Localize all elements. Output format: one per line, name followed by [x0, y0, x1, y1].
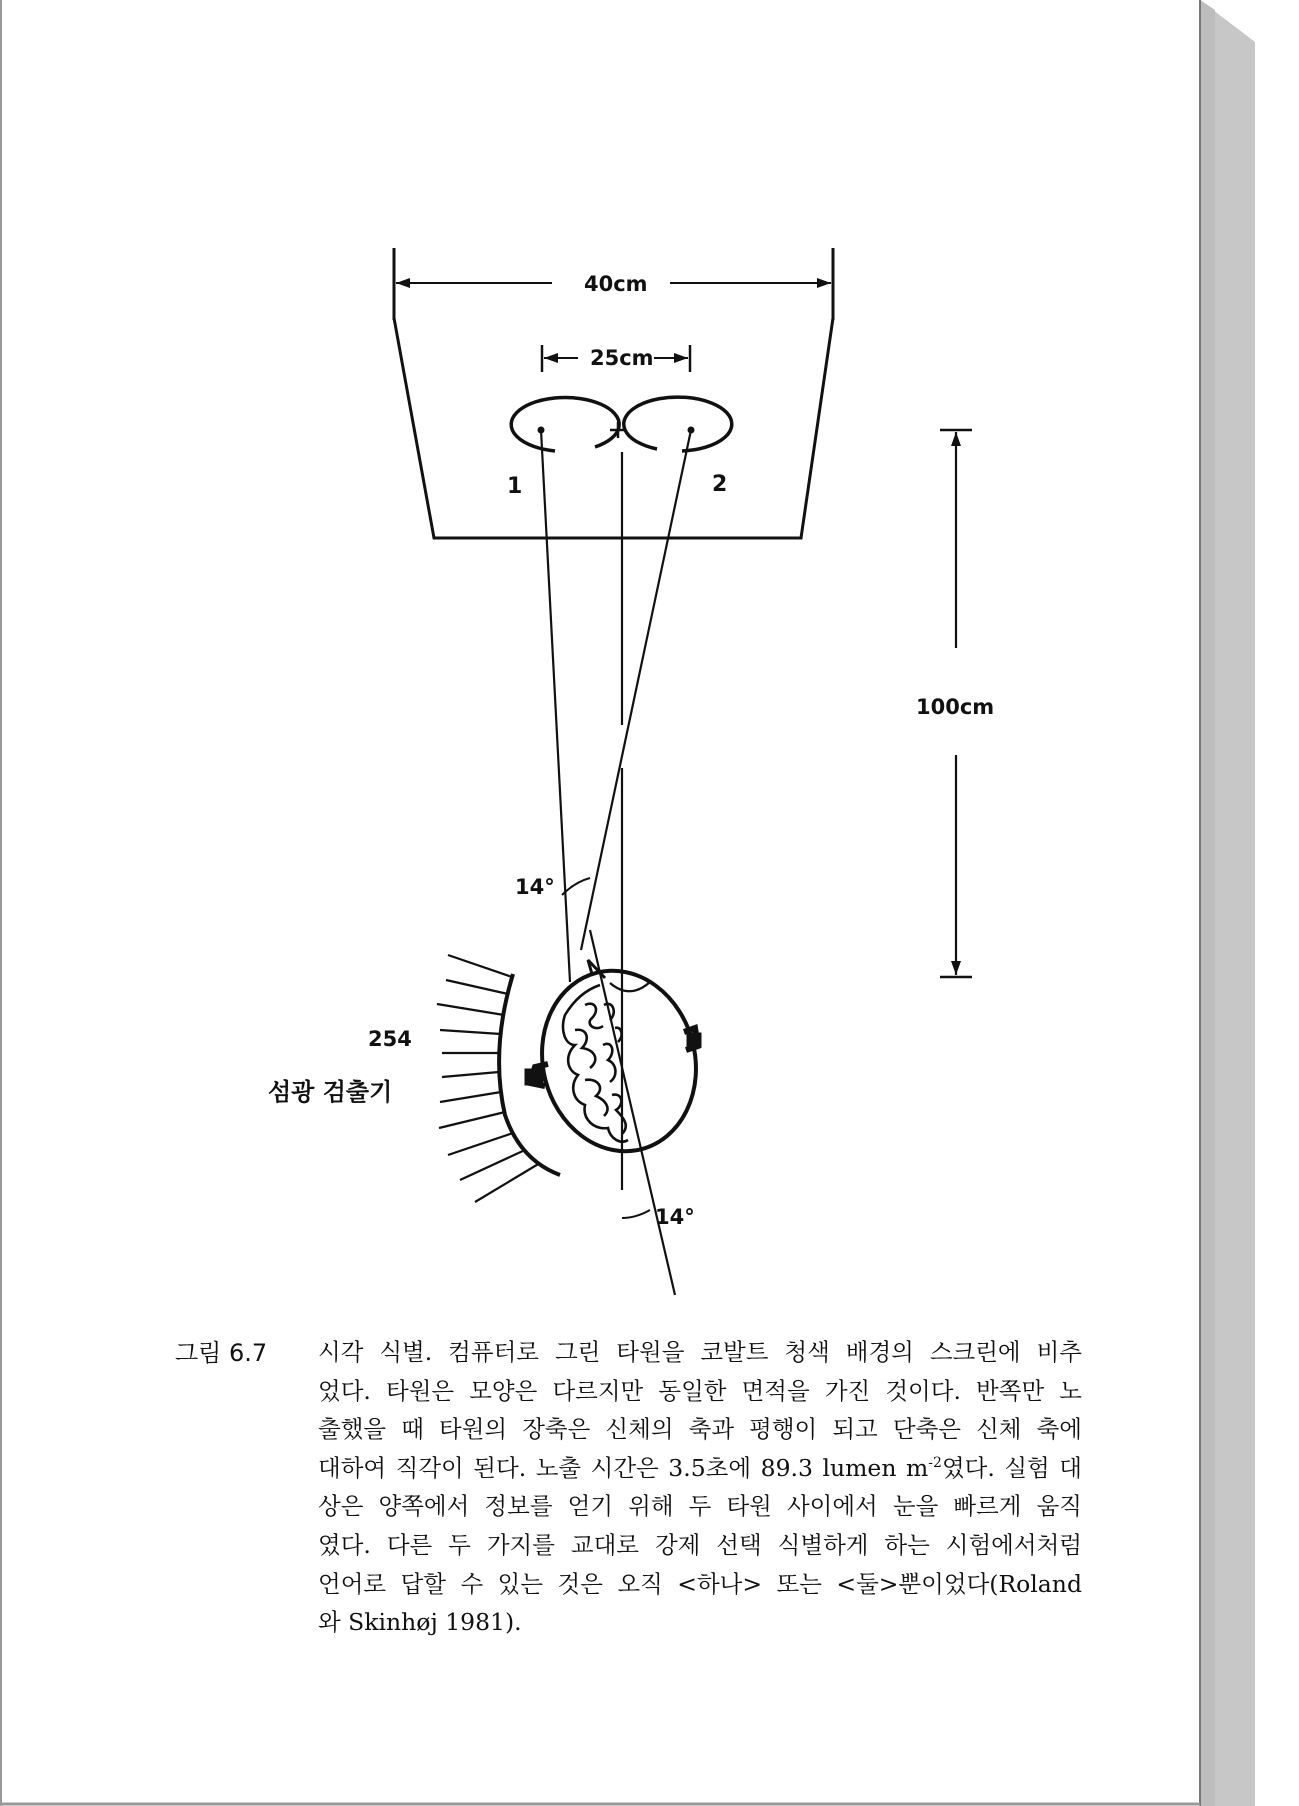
caption-superscript: -2 — [928, 1454, 942, 1471]
caption-text — [318, 1333, 1082, 1642]
head-outline — [523, 954, 715, 1167]
arrowhead — [674, 353, 688, 363]
caption-line: 언어로 답할 수 있는 것은 오직 <하나> 또는 <둘>뿐이었다(Roland — [318, 1569, 1082, 1598]
arrowhead — [817, 278, 831, 288]
ear-left-plug — [526, 1070, 542, 1084]
label-angle-bottom: 14° — [655, 1205, 695, 1229]
detector-ray — [439, 1112, 505, 1128]
sight-line-1 — [541, 430, 570, 982]
body-axis-line — [590, 930, 675, 1295]
detector-ray — [440, 1092, 501, 1102]
arrowhead — [951, 432, 961, 446]
arrowhead — [951, 961, 961, 975]
angle-arc-bottom — [622, 1210, 650, 1218]
label-detector-number: 254 — [368, 1027, 412, 1051]
caption-line — [318, 1449, 1082, 1488]
caption-line: 와 Skinhøj 1981). — [318, 1608, 522, 1637]
arrowhead — [396, 278, 410, 288]
caption-line: 상은 양쪽에서 정보를 얻기 위해 두 타원 사이에서 눈을 빠르게 움직 — [318, 1492, 1082, 1521]
label-25cm: 25cm — [590, 346, 654, 370]
detector-ray — [437, 1004, 504, 1015]
sight-line-2 — [581, 430, 691, 950]
ellipse-2 — [624, 397, 732, 451]
detector-ray — [440, 1030, 501, 1034]
caption-line-part: 였다. 실험 대 — [941, 1453, 1082, 1482]
ellipse-1-center — [538, 427, 545, 434]
label-40cm: 40cm — [584, 272, 648, 296]
arrowhead — [544, 353, 558, 363]
caption-line-part: 대하여 직각이 된다. 노출 시간은 3.5초에 89.3 lumen m — [318, 1453, 929, 1482]
ellipse-2-center — [688, 427, 695, 434]
brain-hemisphere — [563, 985, 628, 1142]
detector-ray — [460, 1150, 525, 1180]
caption-line: 였다. 다른 두 가지를 교대로 강제 선택 식별하게 하는 시험에서처럼 — [318, 1530, 1082, 1559]
caption-line: 었다. 타원은 모양은 다르지만 동일한 면적을 가진 것이다. 반쪽만 노 — [318, 1376, 1082, 1405]
ear-right-plug — [688, 1034, 700, 1046]
detector-ray — [448, 1133, 513, 1155]
caption-number: 그림 6.7 — [175, 1339, 268, 1367]
caption-line: 시각 식별. 컴퓨터로 그린 타원을 코발트 청색 배경의 스크린에 비추 — [318, 1338, 1082, 1366]
detector-ray — [446, 980, 508, 994]
label-100cm: 100cm — [916, 695, 995, 719]
label-angle-top: 14° — [515, 875, 555, 899]
label-ellipse-2: 2 — [712, 472, 728, 497]
detector-ray — [442, 1072, 499, 1077]
label-detector-name: 섬광 검출기 — [268, 1078, 393, 1106]
label-ellipse-1: 1 — [507, 474, 523, 499]
caption-line: 출했을 때 타원의 장축은 신체의 축과 평행이 되고 단축은 신체 축에 — [318, 1415, 1082, 1444]
head-inner-arc — [610, 982, 650, 991]
detector-ray — [448, 955, 512, 977]
ellipse-1 — [511, 397, 619, 451]
